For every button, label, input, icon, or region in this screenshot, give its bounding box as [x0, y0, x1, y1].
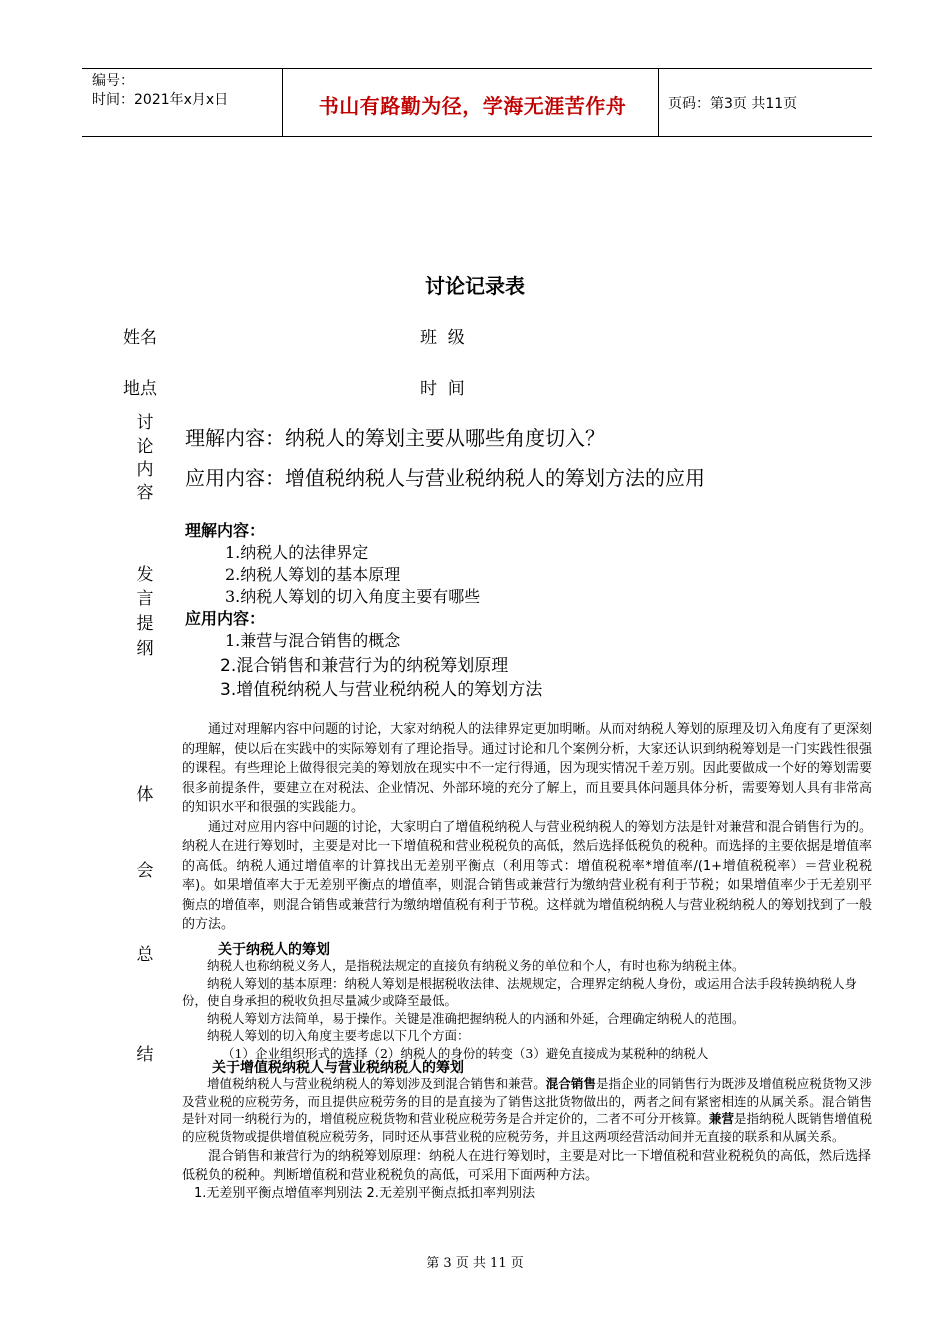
- header-page-info: 页码：第3页 共11页: [668, 96, 798, 112]
- outline-label-char: 发: [136, 565, 154, 585]
- header-divider-left: [282, 68, 283, 136]
- section-paragraph: 混合销售和兼营行为的纳税筹划原理：纳税人在进行筹划时，主要是对比一下增值税和营业税税负的高低，然后选择低税负的税种。判断增值税和营业税税负的高低，可采用下面两种方法。: [182, 1149, 872, 1183]
- outline-item: 1.纳税人的法律界定: [225, 543, 369, 562]
- section-heading: 关于纳税人的筹划: [218, 942, 330, 958]
- outline-heading-understanding: 理解内容：: [185, 521, 266, 540]
- outline-heading-application: 应用内容：: [185, 609, 266, 628]
- topic-application: 应用内容：增值税纳税人与营业税纳税人的筹划方法的应用: [185, 466, 705, 490]
- section-text: 是指纳税人既销售增值税的应税货物或提供增值税应税劳务，同时还从事营业税的应税劳务，并且这两项经营活动间并无直接的联系和从属关系。: [182, 1111, 872, 1144]
- outline-item: 2.混合销售和兼营行为的纳税筹划原理: [220, 656, 509, 676]
- header-number: 编号：: [92, 73, 134, 89]
- time-field-label: 时 间: [420, 379, 465, 399]
- place-label: 地点: [123, 379, 157, 399]
- summary-label-char: 总: [136, 945, 154, 965]
- summary-label-char: 会: [136, 861, 154, 881]
- section-text: 是指企业的同销售行为既涉及增值税应税货物又涉及营业税的应税劳务，而且提供应税劳务的目的是直接为了销售这批货物做出的，两者之间有紧密相连的从属关系。混合销售是针对同一纳税行为的，增值税应税货物和营业税应税劳务是合并定价的，二者不可分开核算。: [182, 1076, 872, 1126]
- section-paragraph: 纳税人筹划方法简单，易于操作。关键是准确把握纳税人的内涵和外延，合理确定纳税人的范围。: [207, 1010, 745, 1026]
- summary-paragraph: 通过对理解内容中问题的讨论，大家对纳税人的法律界定更加明晰。从而对纳税人筹划的原理及切入角度有了更深刻的理解，使以后在实践中的实际筹划有了理论指导。通过讨论和几个案例分析，大家还认识到纳税筹划是一门实践性很强的课程。有些理论上做得很完美的筹划放在现实中不一定行得通，因为现实情况千差万别。因此要做成一个好的筹划需要很多前提条件，要建立在对税法、企业情况、外部环境的充分了解上，而且要具体问题具体分析，需要筹划人具有非常高的知识水平和很强的实践能力。: [182, 722, 872, 815]
- section-text: 增值税纳税人与营业税纳税人的筹划涉及到混合销售和兼营。: [207, 1076, 546, 1091]
- discussion-label-char: 容: [136, 483, 154, 503]
- section-body: [182, 957, 872, 1062]
- header-motto: 书山有路勤为径，学海无涯苦作舟: [318, 94, 627, 118]
- page-footer: 第 3 页 共 11 页: [426, 1256, 524, 1271]
- summary-paragraph: 通过对应用内容中问题的讨论，大家明白了增值税纳税人与营业税纳税人的筹划方法是针对兼营和混合销售行为的。纳税人在进行筹划时，主要是对比一下增值税和营业税税负的高低，然后选择低税负的税种。而选择的主要依据是增值率的高低。纳税人通过增值率的计算找出无差别平衡点（利用等式：增值税税率*增值率/(1+增值税税率）＝营业税税率)。如果增值率大于无差别平衡点的增值率，则混合销售或兼营行为缴纳营业税有利于节税；如果增值率少于无差别平衡点的增值率，则混合销售或兼营行为缴纳增值税有利于节税。这样就为增值税纳税人与营业税纳税人的筹划找到了一般的方法。: [182, 819, 872, 932]
- discussion-label-char: 讨: [136, 413, 154, 433]
- section-paragraph: 纳税人筹划的切入角度主要考虑以下几个方面：: [207, 1028, 470, 1043]
- outline-label-char: 纲: [136, 639, 154, 659]
- name-label: 姓名: [123, 328, 157, 348]
- summary-label-char: 结: [136, 1045, 154, 1065]
- outline-item: 3.增值税纳税人与营业税纳税人的筹划方法: [220, 680, 543, 700]
- outline-item: 3.纳税人筹划的切入角度主要有哪些: [225, 587, 481, 606]
- section-paragraph: [182, 1075, 872, 1145]
- term-concurrent: 兼营: [708, 1111, 735, 1126]
- discussion-label-char: 论: [136, 437, 154, 457]
- section-heading: 关于增值税纳税人与营业税纳税人的筹划: [212, 1060, 464, 1076]
- outline-label-char: 提: [136, 614, 154, 634]
- term-mixed-sales: 混合销售: [545, 1076, 596, 1091]
- header-bottom-border: [82, 136, 872, 137]
- page-title: 讨论记录表: [425, 274, 525, 298]
- discussion-label-char: 内: [136, 460, 154, 480]
- section-paragraph: 纳税人也称纳税义务人，是指税法规定的直接负有纳税义务的单位和个人，有时也称为纳税主体。: [207, 958, 745, 973]
- header-top-border: [82, 68, 872, 69]
- outline-item: 2.纳税人筹划的基本原理: [225, 565, 401, 584]
- summary-body: [182, 720, 872, 935]
- section-paragraph: （1）企业组织形式的选择（2）纳税人的身份的转变（3）避免直接成为某税种的纳税人: [222, 1045, 709, 1061]
- section-paragraph: 1.无差别平衡点增值率判别法 2.无差别平衡点抵扣率判别法: [194, 1186, 535, 1201]
- section-body: [182, 1075, 872, 1203]
- outline-item: 1.兼营与混合销售的概念: [225, 631, 401, 650]
- header-time: 时间：2021年x月x日: [92, 92, 229, 108]
- topic-understanding: 理解内容：纳税人的筹划主要从哪些角度切入？: [185, 426, 605, 450]
- summary-label-char: 体: [136, 785, 154, 805]
- class-label: 班 级: [420, 328, 465, 348]
- outline-label-char: 言: [136, 589, 154, 609]
- section-paragraph: 纳税人筹划的基本原理：纳税人筹划是根据税收法律、法规规定，合理界定纳税人身份，或运用合法手段转换纳税人身份，使自身承担的税收负担尽量减少或降至最低。: [182, 975, 858, 1008]
